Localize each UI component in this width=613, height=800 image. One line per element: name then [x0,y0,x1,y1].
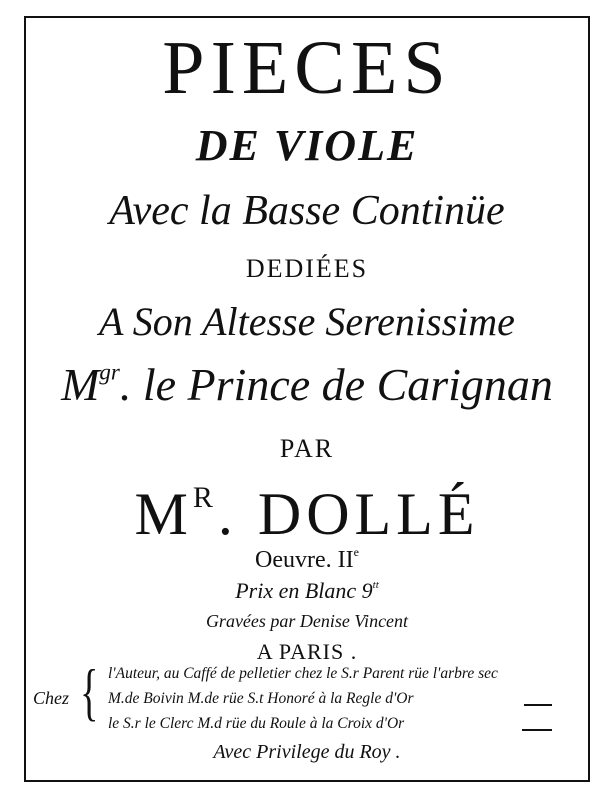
opus-sup: e [353,545,359,560]
opus-text: Oeuvre. II [255,547,354,573]
sellers-label: Chez [33,688,69,708]
subtitle: DE VIOLE [195,121,419,170]
engraver-line: Gravées par Denise Vincent [205,611,409,631]
dedicatee-name: . le Prince de Carignan [119,359,553,410]
sellers-brace: { [80,656,99,727]
seller-address-3: le S.r le Clerc M.d rüe du Roule à la Croix d'Or [108,715,405,732]
composer-name [24,481,590,547]
opus-number [24,545,590,573]
composer-prefix: M [134,481,193,547]
dedicatee-honorific: M [61,359,100,410]
seller-address-2: M.de Boivin M.de rüe S.t Honoré à la Regle d'Or [108,690,414,707]
seller-address-1: l'Auteur, au Caffé de pelletier chez le S.r Parent rüe l'arbre sec [108,665,498,682]
composer-surname: . DOLLÉ [217,481,480,547]
privilege-line: Avec Privilege du Roy . [213,741,401,763]
filler-rule-2 [524,704,552,706]
accompaniment-line: Avec la Basse Continüe [109,188,505,234]
price-line [24,580,590,602]
city-line: A PARIS . [256,639,358,664]
price-text: Prix en Blanc 9 [235,578,373,603]
dedicatee-line-2 [24,359,590,410]
title: PIECES [162,26,452,110]
filler-rule-3 [522,729,552,731]
dedicatee-honorific-sup: gr [99,359,120,385]
dedicatee-line-1: A Son Altesse Serenissime [99,299,515,344]
dedication-word: DEDIÉES [245,254,369,283]
par-word: PAR [279,434,335,463]
composer-prefix-sup: R [192,481,218,514]
price-sup: tt [372,579,379,592]
